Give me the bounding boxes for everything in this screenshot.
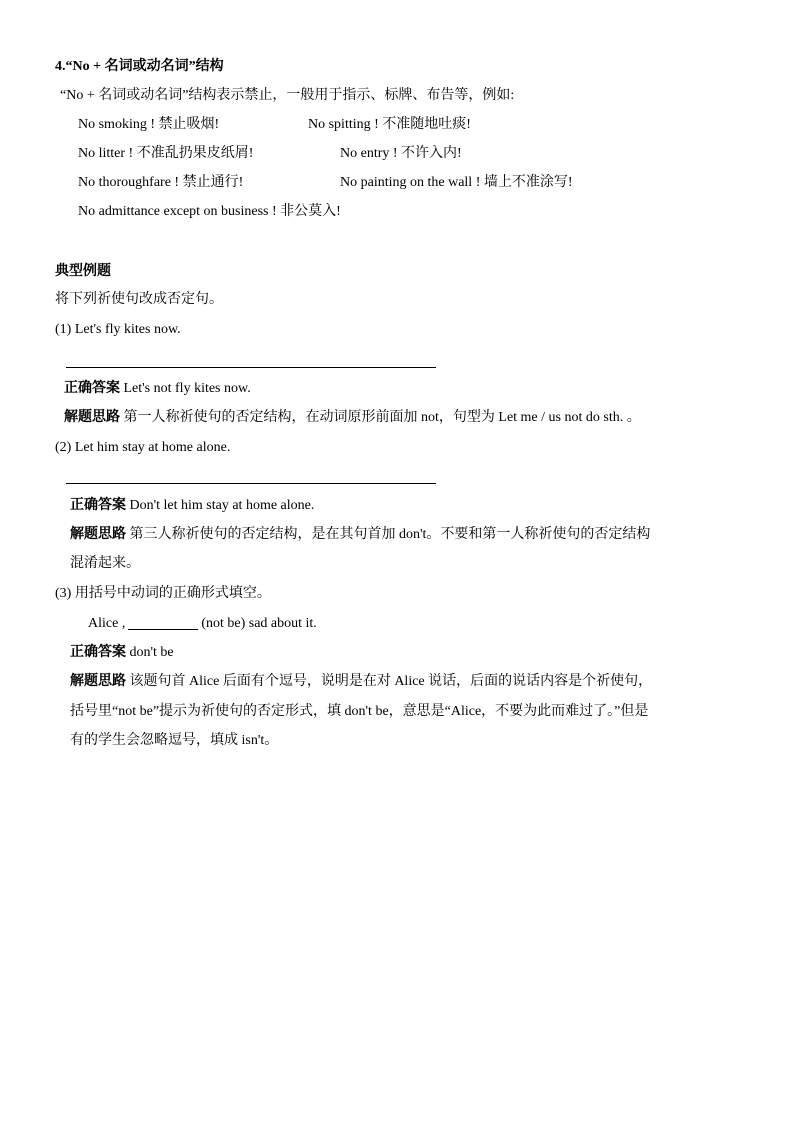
reason-3-cont: 有的学生会忽略逗号，填成 isn't。 — [70, 733, 279, 748]
reason-label: 解题思路 — [64, 410, 120, 425]
section-heading: 4.“No + 名词或动名词”结构 — [55, 59, 224, 74]
fill-blank — [128, 615, 198, 630]
reason-3 — [70, 672, 652, 692]
reason-text: 第三人称祈使句的否定结构，是在其句首加 don't。不要和第一人称祈使句的否定结构 — [126, 527, 651, 542]
answer-text: don't be — [126, 645, 174, 660]
example-right: No painting on the wall ! 墙上不准涂写! — [340, 175, 573, 190]
reason-text: 该题句首 Alice 后面有个逗号，说明是在对 Alice 说话，后面的说话内容是个祈使句， — [126, 674, 653, 689]
example-left: No thoroughfare ! 禁止通行! — [78, 175, 244, 190]
example-left: No smoking ! 禁止吸烟! — [78, 117, 220, 132]
section-intro: “No + 名词或动名词”结构表示禁止，一般用于指示、标牌、布告等，例如: — [60, 88, 515, 103]
sentence-after: (not be) sad about it. — [201, 616, 317, 631]
sentence-before: Alice , — [88, 616, 126, 631]
reason-3-cont: 括号里“not be”提示为祈使句的否定形式，填 don't be，意思是“Alice，不要为此而难过了。”但是 — [70, 704, 649, 719]
reason-label: 解题思路 — [70, 527, 126, 542]
question-3: (3) 用括号中动词的正确形式填空。 — [55, 586, 271, 601]
reason-2-cont: 混淆起来。 — [70, 556, 140, 571]
example-right: No spitting ! 不准随地吐痰! — [308, 117, 471, 132]
fill-sentence — [88, 614, 317, 634]
example-left: No litter ! 不准乱扔果皮纸屑! — [78, 146, 254, 161]
typical-heading: 典型例题 — [55, 264, 111, 279]
question-1: (1) Let's fly kites now. — [55, 322, 181, 337]
answer-label: 正确答案 — [70, 645, 126, 660]
question-2: (2) Let him stay at home alone. — [55, 440, 231, 455]
answer-1 — [64, 379, 251, 399]
answer-label: 正确答案 — [70, 498, 126, 513]
answer-label: 正确答案 — [64, 381, 120, 396]
reason-1 — [64, 408, 641, 428]
reason-text: 第一人称祈使句的否定结构，在动词原形前面加 not，句型为 Let me / us not do sth. 。 — [120, 410, 641, 425]
example-right: No entry ! 不许入内! — [340, 146, 462, 161]
answer-text: Let's not fly kites now. — [120, 381, 251, 396]
answer-3 — [70, 643, 174, 663]
answer-line-1 — [66, 367, 436, 368]
answer-2 — [70, 496, 314, 516]
answer-text: Don't let him stay at home alone. — [126, 498, 315, 513]
reason-label: 解题思路 — [70, 674, 126, 689]
answer-line-2 — [66, 483, 436, 484]
example-last: No admittance except on business ! 非公莫入! — [78, 204, 341, 219]
instruction: 将下列祈使句改成否定句。 — [55, 292, 223, 307]
reason-2 — [70, 525, 650, 545]
